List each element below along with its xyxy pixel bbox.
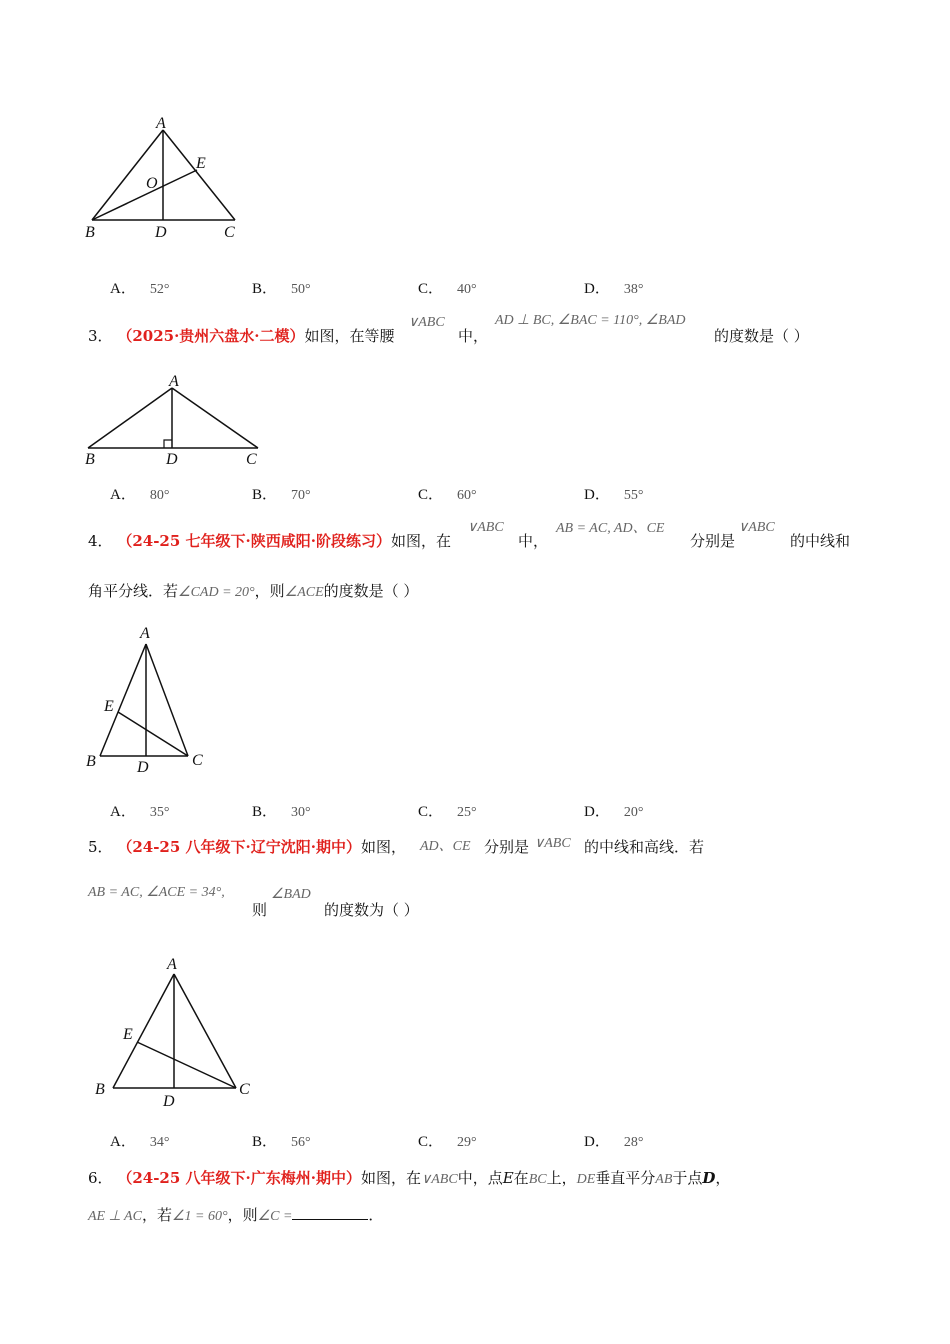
label-d: D — [166, 451, 178, 468]
q5-stem-3: 的中线和高线．若 — [584, 838, 705, 856]
label-b: B — [85, 451, 95, 468]
q3-math-1: ∨ABC — [408, 315, 445, 330]
option-value: 20° — [623, 805, 644, 820]
label-a: A — [169, 373, 179, 390]
side-ac — [174, 974, 236, 1088]
altitude-ce — [137, 1042, 236, 1088]
label-c: C — [239, 1081, 250, 1098]
math-expr: AB — [655, 1172, 673, 1187]
label-c: C — [246, 451, 257, 468]
stem-text: ，则 — [254, 582, 285, 600]
question-number: 6． — [88, 1169, 113, 1187]
figure-q4-triangle — [80, 620, 220, 780]
stem-text: 于点 — [672, 1169, 703, 1187]
q5-math-1: AD、CE — [420, 839, 471, 854]
question-source: （24-25 八年级下·广东梅州·期中） — [117, 1169, 361, 1187]
question-source: （2025·贵州六盘水·二模） — [117, 327, 305, 345]
point-label: E — [502, 1169, 514, 1187]
label-d: D — [155, 224, 167, 241]
q5-stem-5: 的度数为（ ） — [324, 901, 419, 919]
stem-text: ， — [715, 1169, 731, 1187]
option-letter: B． — [252, 804, 278, 820]
stem-text: ，则 — [227, 1206, 258, 1224]
label-a: A — [156, 115, 166, 132]
side-ac — [163, 130, 235, 220]
option-value: 30° — [291, 805, 311, 820]
stem-text: 如图，在 — [360, 1169, 421, 1187]
stem-text: 如图，在 — [390, 532, 451, 550]
label-e: E — [123, 1026, 133, 1043]
option-letter: C． — [418, 487, 444, 503]
math-expr: ∠ACE — [284, 585, 324, 600]
option-value: 25° — [457, 805, 477, 820]
question-number: 3． — [88, 327, 113, 345]
q4-stem — [88, 531, 451, 551]
label-c: C — [224, 224, 235, 241]
option-letter: C． — [418, 281, 444, 297]
figure-q2-triangle — [80, 110, 260, 245]
answer-blank[interactable] — [292, 1204, 368, 1220]
option-value: 70° — [291, 488, 311, 503]
q5-stem-4: 则 — [252, 901, 268, 919]
label-c: C — [192, 752, 203, 769]
math-expr: BC — [528, 1172, 547, 1187]
option-letter: B． — [252, 487, 278, 503]
stem-text: 角平分线．若 — [88, 582, 179, 600]
option-value: 56° — [291, 1135, 311, 1150]
stem-text: 上， — [546, 1169, 577, 1187]
q4-math-2: AB = AC, AD、CE — [556, 521, 665, 536]
point-label: D — [702, 1169, 716, 1187]
option-value: 35° — [149, 805, 170, 820]
q6-stem — [88, 1168, 730, 1190]
stem-text: 的度数是（ ） — [323, 582, 419, 600]
stem-text: 如图， — [360, 838, 406, 856]
math-expr: ∠CAD = 20° — [178, 585, 255, 600]
option-value: 52° — [149, 282, 170, 297]
label-a: A — [140, 625, 150, 642]
math-expr: ∠1 = 60° — [171, 1209, 228, 1224]
stem-text: 在 — [513, 1169, 529, 1187]
option-value: 40° — [457, 282, 477, 297]
option-letter: D． — [584, 804, 610, 820]
label-a: A — [167, 956, 177, 973]
segment-be — [92, 170, 197, 220]
label-d: D — [163, 1093, 175, 1110]
label-b: B — [86, 753, 96, 770]
label-e: E — [104, 698, 114, 715]
option-letter: A． — [110, 804, 136, 820]
option-letter: C． — [418, 804, 444, 820]
stem-text: ，若 — [141, 1206, 172, 1224]
option-value: 34° — [149, 1135, 170, 1150]
q4-line2 — [88, 581, 418, 603]
q5-stem-2: 分别是 — [484, 838, 530, 856]
option-letter: B． — [252, 281, 278, 297]
stem-text: 中，点 — [457, 1169, 503, 1187]
question-source: （24-25 八年级下·辽宁沈阳·期中） — [117, 838, 361, 856]
option-value: 55° — [623, 488, 644, 503]
math-expr: ∨ABC — [421, 1172, 458, 1187]
question-number: 5． — [88, 838, 113, 856]
bisector-ce — [118, 712, 188, 756]
option-value: 80° — [149, 488, 170, 503]
label-e: E — [196, 155, 206, 172]
option-letter: D． — [584, 1134, 610, 1150]
label-b: B — [95, 1081, 105, 1098]
q4-stem-2: 中， — [518, 532, 549, 550]
option-value: 60° — [457, 488, 477, 503]
q4-stem-4: 的中线和 — [790, 532, 851, 550]
figure-q5-triangle — [85, 950, 265, 1110]
label-b: B — [85, 224, 95, 241]
option-letter: D． — [584, 281, 610, 297]
side-ab — [88, 388, 172, 448]
label-d: D — [137, 759, 149, 776]
q6-line2 — [88, 1204, 383, 1227]
stem-text: 垂直平分 — [595, 1169, 656, 1187]
q3-stem-3: 的度数是（ ） — [714, 327, 809, 345]
q3-math-2: AD ⊥ BC, ∠BAC = 110°, ∠BAD — [495, 313, 686, 328]
option-letter: A． — [110, 1134, 136, 1150]
q3-stem — [88, 326, 395, 346]
option-value: 28° — [623, 1135, 644, 1150]
q5-math-3: AB = AC, ∠ACE = 34°, — [88, 885, 225, 900]
option-letter: A． — [110, 487, 136, 503]
stem-text: 如图，在等腰 — [304, 327, 395, 345]
q5-math-4: ∠BAD — [271, 887, 311, 902]
q4-math-1: ∨ABC — [467, 520, 504, 535]
math-expr: ∠C = — [257, 1209, 293, 1224]
math-expr: AE ⊥ AC — [88, 1209, 142, 1224]
option-value: 38° — [623, 282, 644, 297]
q4-stem-3: 分别是 — [690, 532, 736, 550]
side-ac — [146, 644, 188, 756]
math-expr: DE — [576, 1172, 596, 1187]
side-ac — [172, 388, 258, 448]
q5-math-2: ∨ABC — [534, 836, 571, 851]
option-letter: B． — [252, 1134, 278, 1150]
figure-q3-triangle — [80, 370, 280, 470]
q4-math-3: ∨ABC — [738, 520, 775, 535]
option-letter: A． — [110, 281, 136, 297]
question-number: 4． — [88, 532, 113, 550]
stem-text: ． — [368, 1206, 384, 1224]
right-angle-mark — [164, 440, 172, 448]
question-source: （24-25 七年级下·陕西咸阳·阶段练习） — [117, 532, 391, 550]
option-value: 50° — [291, 282, 311, 297]
q3-stem-2: 中， — [458, 327, 489, 345]
option-letter: C． — [418, 1134, 444, 1150]
q5-stem — [88, 837, 406, 857]
label-o: O — [146, 175, 158, 192]
option-letter: D． — [584, 487, 610, 503]
option-value: 29° — [457, 1135, 477, 1150]
